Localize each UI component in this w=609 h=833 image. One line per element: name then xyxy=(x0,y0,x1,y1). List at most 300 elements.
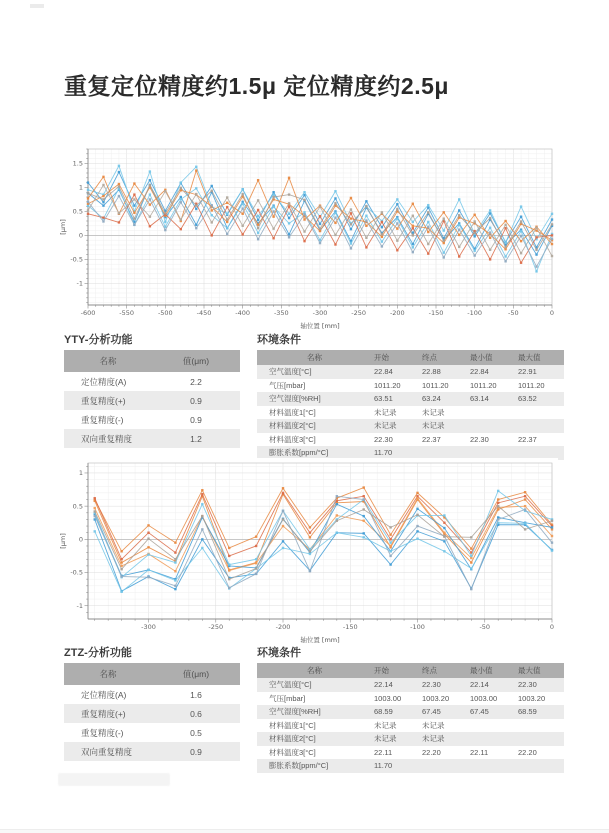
x-tick-label: -450 xyxy=(196,309,212,317)
row-value: 67.45 xyxy=(468,705,516,719)
row-value: 22.30 xyxy=(374,434,393,444)
data-point-marker xyxy=(303,218,305,220)
row-name: 空气湿度[%RH] xyxy=(257,392,372,406)
data-point-marker xyxy=(381,211,383,213)
data-point-marker xyxy=(458,234,460,236)
column-header: 最大值 xyxy=(516,350,564,365)
data-point-marker xyxy=(201,493,203,495)
data-point-marker xyxy=(363,508,365,510)
data-point-marker xyxy=(309,553,311,555)
data-point-marker xyxy=(363,495,365,497)
y-tick-label: 1.5 xyxy=(72,159,83,168)
data-point-marker xyxy=(147,576,149,578)
data-point-marker xyxy=(319,230,321,232)
data-point-marker xyxy=(147,532,149,534)
data-point-marker xyxy=(520,215,522,217)
data-point-marker xyxy=(94,510,96,512)
row-value: 0.9 xyxy=(190,414,202,425)
data-point-marker xyxy=(443,211,445,213)
data-point-marker xyxy=(174,579,176,581)
data-point-marker xyxy=(443,527,445,529)
data-point-marker xyxy=(443,550,445,552)
table-row xyxy=(64,372,240,391)
data-point-marker xyxy=(350,223,352,225)
data-point-marker xyxy=(102,198,104,200)
data-point-marker xyxy=(334,197,336,199)
data-point-marker xyxy=(535,236,537,238)
data-point-marker xyxy=(226,218,228,220)
row-value: 0.9 xyxy=(152,391,240,410)
data-point-marker xyxy=(551,520,553,522)
data-point-marker xyxy=(336,500,338,502)
data-point-marker xyxy=(226,233,228,235)
data-point-marker xyxy=(363,532,365,534)
data-point-marker xyxy=(288,217,290,219)
data-point-marker xyxy=(87,201,89,203)
y-axis-label: [μm] xyxy=(59,533,67,549)
data-point-marker xyxy=(504,227,506,229)
row-value: 未记录 xyxy=(422,720,445,730)
data-point-marker xyxy=(255,545,257,547)
data-point-marker xyxy=(282,510,284,512)
data-point-marker xyxy=(226,206,228,208)
page-title: 重复定位精度约1.5μ 定位精度约2.5μ xyxy=(64,73,449,99)
x-tick-label: -250 xyxy=(208,623,224,631)
data-point-marker xyxy=(396,249,398,251)
data-point-marker xyxy=(257,227,259,229)
data-point-marker xyxy=(226,196,228,198)
row-value: 22.14 xyxy=(372,678,420,692)
data-point-marker xyxy=(520,262,522,264)
data-point-marker xyxy=(443,522,445,524)
data-point-marker xyxy=(551,535,553,537)
data-point-marker xyxy=(458,214,460,216)
data-point-marker xyxy=(336,495,338,497)
data-point-marker xyxy=(443,229,445,231)
data-point-marker xyxy=(551,234,553,236)
data-point-marker xyxy=(470,536,472,538)
data-point-marker xyxy=(272,205,274,207)
data-point-marker xyxy=(350,197,352,199)
data-point-marker xyxy=(412,243,414,245)
data-point-marker xyxy=(147,569,149,571)
column-header: 开始 xyxy=(372,663,420,678)
data-point-marker xyxy=(174,541,176,543)
data-point-marker xyxy=(389,550,391,552)
row-value: 0.6 xyxy=(152,704,240,723)
data-point-marker xyxy=(473,235,475,237)
table-row xyxy=(257,392,564,406)
data-point-marker xyxy=(282,518,284,520)
data-point-marker xyxy=(443,242,445,244)
data-point-marker xyxy=(524,498,526,500)
data-point-marker xyxy=(272,227,274,229)
x-tick-label: -350 xyxy=(273,309,289,317)
data-point-marker xyxy=(147,524,149,526)
data-point-marker xyxy=(334,234,336,236)
data-point-marker xyxy=(497,498,499,500)
x-axis-label: 轴位置 [mm] xyxy=(300,636,340,644)
data-point-marker xyxy=(350,212,352,214)
row-value: 1011.20 xyxy=(374,380,401,390)
table-row xyxy=(257,433,564,447)
row-value: 0.9 xyxy=(152,742,240,761)
data-point-marker xyxy=(309,570,311,572)
data-point-marker xyxy=(489,231,491,233)
data-point-marker xyxy=(180,228,182,230)
row-value: 1.2 xyxy=(152,429,240,448)
data-point-marker xyxy=(174,561,176,563)
data-point-marker xyxy=(470,567,472,569)
row-value xyxy=(516,759,564,773)
data-point-marker xyxy=(473,250,475,252)
data-point-marker xyxy=(164,212,166,214)
data-point-marker xyxy=(350,208,352,210)
row-value: 63.24 xyxy=(420,392,468,406)
table-row xyxy=(257,406,564,420)
data-point-marker xyxy=(282,525,284,527)
data-point-marker xyxy=(319,205,321,207)
data-point-marker xyxy=(118,195,120,197)
data-point-marker xyxy=(87,209,89,211)
data-point-marker xyxy=(389,545,391,547)
row-value: 未记录 xyxy=(374,720,397,730)
data-point-marker xyxy=(118,171,120,173)
x-tick-label: -400 xyxy=(235,309,251,317)
row-value: 未记录 xyxy=(374,407,397,417)
data-point-marker xyxy=(257,238,259,240)
row-value: 0.5 xyxy=(190,727,202,738)
data-point-marker xyxy=(319,223,321,225)
data-point-marker xyxy=(412,221,414,223)
environment-table-2 xyxy=(257,663,564,773)
data-point-marker xyxy=(412,227,414,229)
data-point-marker xyxy=(497,505,499,507)
data-point-marker xyxy=(303,199,305,201)
row-value xyxy=(468,759,516,773)
data-point-marker xyxy=(118,183,120,185)
x-tick-label: -50 xyxy=(479,623,491,631)
data-point-marker xyxy=(389,526,391,528)
data-point-marker xyxy=(195,169,197,171)
table-row xyxy=(257,692,564,706)
data-point-marker xyxy=(416,508,418,510)
data-point-marker xyxy=(309,550,311,552)
data-point-marker xyxy=(427,231,429,233)
positioning-accuracy-chart-yty xyxy=(56,144,558,332)
data-point-marker xyxy=(427,252,429,254)
data-point-marker xyxy=(412,203,414,205)
data-point-marker xyxy=(288,236,290,238)
row-name: 膨胀系数[ppm/°C] xyxy=(257,759,372,773)
data-point-marker xyxy=(319,227,321,229)
data-point-marker xyxy=(365,246,367,248)
data-point-marker xyxy=(535,253,537,255)
row-name: 重复精度(+) xyxy=(64,704,152,723)
data-point-marker xyxy=(524,495,526,497)
data-point-marker xyxy=(412,225,414,227)
row-value: 22.84 xyxy=(372,365,420,379)
data-point-marker xyxy=(288,193,290,195)
data-point-marker xyxy=(443,251,445,253)
data-point-marker xyxy=(118,185,120,187)
row-value xyxy=(468,419,516,433)
data-point-marker xyxy=(363,486,365,488)
table-row xyxy=(257,732,564,746)
data-point-marker xyxy=(473,254,475,256)
data-point-marker xyxy=(94,497,96,499)
data-point-marker xyxy=(211,214,213,216)
data-point-marker xyxy=(255,562,257,564)
data-point-marker xyxy=(416,497,418,499)
column-header: 名称 xyxy=(257,350,372,365)
row-value: 未记录 xyxy=(372,419,420,433)
data-point-marker xyxy=(389,538,391,540)
data-point-marker xyxy=(443,514,445,516)
table-row xyxy=(64,742,240,761)
ztz-analysis-table xyxy=(64,663,240,761)
data-point-marker xyxy=(164,229,166,231)
data-point-marker xyxy=(396,198,398,200)
data-point-marker xyxy=(551,218,553,220)
data-point-marker xyxy=(241,207,243,209)
data-point-marker xyxy=(427,221,429,223)
data-point-marker xyxy=(458,198,460,200)
x-tick-label: -300 xyxy=(141,623,156,631)
data-point-marker xyxy=(535,270,537,272)
x-tick-label: 0 xyxy=(549,623,555,631)
header-row xyxy=(64,350,240,372)
data-point-marker xyxy=(470,588,472,590)
row-value: 22.20 xyxy=(422,747,441,757)
data-point-marker xyxy=(396,208,398,210)
data-point-marker xyxy=(87,181,89,183)
data-point-marker xyxy=(241,233,243,235)
data-point-marker xyxy=(102,176,104,178)
row-name: 材料温度3[°C] xyxy=(269,434,316,444)
row-value: 63.52 xyxy=(516,392,564,406)
section-heading-environment-1: 环境条件 xyxy=(257,334,301,346)
row-value: 22.11 xyxy=(374,747,393,757)
data-point-marker xyxy=(120,591,122,593)
data-point-marker xyxy=(365,200,367,202)
row-value xyxy=(468,732,516,746)
row-value: 22.91 xyxy=(516,365,564,379)
data-point-marker xyxy=(303,213,305,215)
data-point-marker xyxy=(149,203,151,205)
data-point-marker xyxy=(133,224,135,226)
data-point-marker xyxy=(363,498,365,500)
data-point-marker xyxy=(226,213,228,215)
data-point-marker xyxy=(504,248,506,250)
data-point-marker xyxy=(535,265,537,267)
row-value: 67.45 xyxy=(420,705,468,719)
row-value: 未记录 xyxy=(422,407,445,417)
data-point-marker xyxy=(319,242,321,244)
data-point-marker xyxy=(350,247,352,249)
row-name: 材料温度2[°C] xyxy=(257,732,372,746)
data-point-marker xyxy=(489,249,491,251)
data-point-marker xyxy=(427,204,429,206)
row-value: 1003.00 xyxy=(470,693,498,703)
data-point-marker xyxy=(174,558,176,560)
data-point-marker xyxy=(470,555,472,557)
row-value xyxy=(516,419,564,433)
row-value: 22.14 xyxy=(468,678,516,692)
data-point-marker xyxy=(120,575,122,577)
y-tick-label: -0.5 xyxy=(70,255,83,264)
data-point-marker xyxy=(94,515,96,517)
row-value: 63.51 xyxy=(372,392,420,406)
data-point-marker xyxy=(381,226,383,228)
row-value xyxy=(516,732,564,746)
row-name: 空气温度[°C] xyxy=(257,678,372,692)
data-point-marker xyxy=(174,585,176,587)
data-point-marker xyxy=(504,260,506,262)
x-tick-label: -550 xyxy=(119,309,135,317)
data-point-marker xyxy=(524,491,526,493)
data-point-marker xyxy=(416,537,418,539)
data-point-marker xyxy=(164,221,166,223)
data-point-marker xyxy=(102,216,104,218)
column-header: 终点 xyxy=(420,350,468,365)
data-point-marker xyxy=(504,224,506,226)
data-point-marker xyxy=(241,225,243,227)
row-value: 22.84 xyxy=(468,365,516,379)
x-tick-label: -200 xyxy=(275,623,291,631)
data-point-marker xyxy=(195,204,197,206)
data-point-marker xyxy=(336,503,338,505)
data-point-marker xyxy=(282,540,284,542)
data-point-marker xyxy=(211,185,213,187)
data-point-marker xyxy=(520,220,522,222)
data-point-marker xyxy=(288,213,290,215)
data-point-marker xyxy=(416,514,418,516)
data-point-marker xyxy=(94,530,96,532)
data-point-marker xyxy=(303,240,305,242)
data-point-marker xyxy=(365,215,367,217)
column-header: 最小值 xyxy=(468,663,516,678)
data-point-marker xyxy=(282,547,284,549)
data-point-marker xyxy=(147,553,149,555)
row-name: 气压[mbar] xyxy=(269,693,306,703)
data-point-marker xyxy=(133,204,135,206)
data-point-marker xyxy=(535,227,537,229)
row-name: 重复精度(-) xyxy=(81,414,124,425)
data-point-marker xyxy=(520,230,522,232)
data-point-marker xyxy=(396,217,398,219)
data-point-marker xyxy=(180,187,182,189)
data-point-marker xyxy=(381,236,383,238)
y-axis-label: [μm] xyxy=(59,219,67,235)
data-point-marker xyxy=(102,220,104,222)
y-tick-label: -0.5 xyxy=(70,568,83,577)
x-tick-label: -300 xyxy=(312,309,328,317)
data-point-marker xyxy=(228,563,230,565)
data-point-marker xyxy=(504,255,506,257)
data-point-marker xyxy=(396,222,398,224)
data-point-marker xyxy=(288,202,290,204)
row-value: 22.37 xyxy=(518,434,537,444)
data-point-marker xyxy=(443,217,445,219)
scan-corner-mark xyxy=(30,4,44,8)
data-point-marker xyxy=(228,569,230,571)
row-name: 重复精度(+) xyxy=(64,391,152,410)
data-point-marker xyxy=(149,198,151,200)
data-point-marker xyxy=(120,550,122,552)
data-point-marker xyxy=(365,205,367,207)
data-point-marker xyxy=(336,514,338,516)
data-point-marker xyxy=(164,190,166,192)
data-point-marker xyxy=(416,492,418,494)
row-value: 1003.20 xyxy=(518,693,546,703)
positioning-accuracy-chart-ztz xyxy=(56,458,558,646)
data-point-marker xyxy=(87,192,89,194)
column-header: 值(μm) xyxy=(152,663,240,685)
x-tick-label: -50 xyxy=(508,309,519,317)
data-point-marker xyxy=(309,536,311,538)
row-name: 定位精度(A) xyxy=(81,689,127,700)
data-point-marker xyxy=(520,252,522,254)
data-point-marker xyxy=(497,518,499,520)
data-point-marker xyxy=(201,547,203,549)
data-point-marker xyxy=(288,222,290,224)
data-point-marker xyxy=(458,255,460,257)
row-value xyxy=(516,406,564,420)
header-row xyxy=(64,663,240,685)
data-point-marker xyxy=(180,201,182,203)
data-point-marker xyxy=(211,204,213,206)
page-bottom-edge xyxy=(0,829,609,833)
row-value: 2.2 xyxy=(190,376,202,387)
data-point-marker xyxy=(470,547,472,549)
column-header: 最大值 xyxy=(516,663,564,678)
data-point-marker xyxy=(118,212,120,214)
data-point-marker xyxy=(504,220,506,222)
data-point-marker xyxy=(427,226,429,228)
data-point-marker xyxy=(272,196,274,198)
data-point-marker xyxy=(102,195,104,197)
data-point-marker xyxy=(458,224,460,226)
row-value: 未记录 xyxy=(420,419,468,433)
table-row xyxy=(257,705,564,719)
data-point-marker xyxy=(458,246,460,248)
table-row xyxy=(257,379,564,393)
data-point-marker xyxy=(174,570,176,572)
column-header: 终点 xyxy=(420,663,468,678)
table-row xyxy=(257,419,564,433)
data-point-marker xyxy=(524,508,526,510)
data-point-marker xyxy=(257,179,259,181)
data-point-marker xyxy=(412,234,414,236)
data-point-marker xyxy=(309,526,311,528)
row-value: 1011.20 xyxy=(518,380,545,390)
data-point-marker xyxy=(389,563,391,565)
data-point-marker xyxy=(147,537,149,539)
x-tick-label: -150 xyxy=(342,623,358,631)
section-heading-yty-analysis: YTY-分析功能 xyxy=(64,334,133,346)
data-point-marker xyxy=(241,213,243,215)
table-row xyxy=(257,365,564,379)
column-header: 名称 xyxy=(257,663,372,678)
data-point-marker xyxy=(551,223,553,225)
data-point-marker xyxy=(473,220,475,222)
row-name: 空气湿度[%RH] xyxy=(257,705,372,719)
data-point-marker xyxy=(381,240,383,242)
y-tick-label: 0 xyxy=(78,231,83,240)
data-point-marker xyxy=(228,547,230,549)
data-point-marker xyxy=(504,241,506,243)
